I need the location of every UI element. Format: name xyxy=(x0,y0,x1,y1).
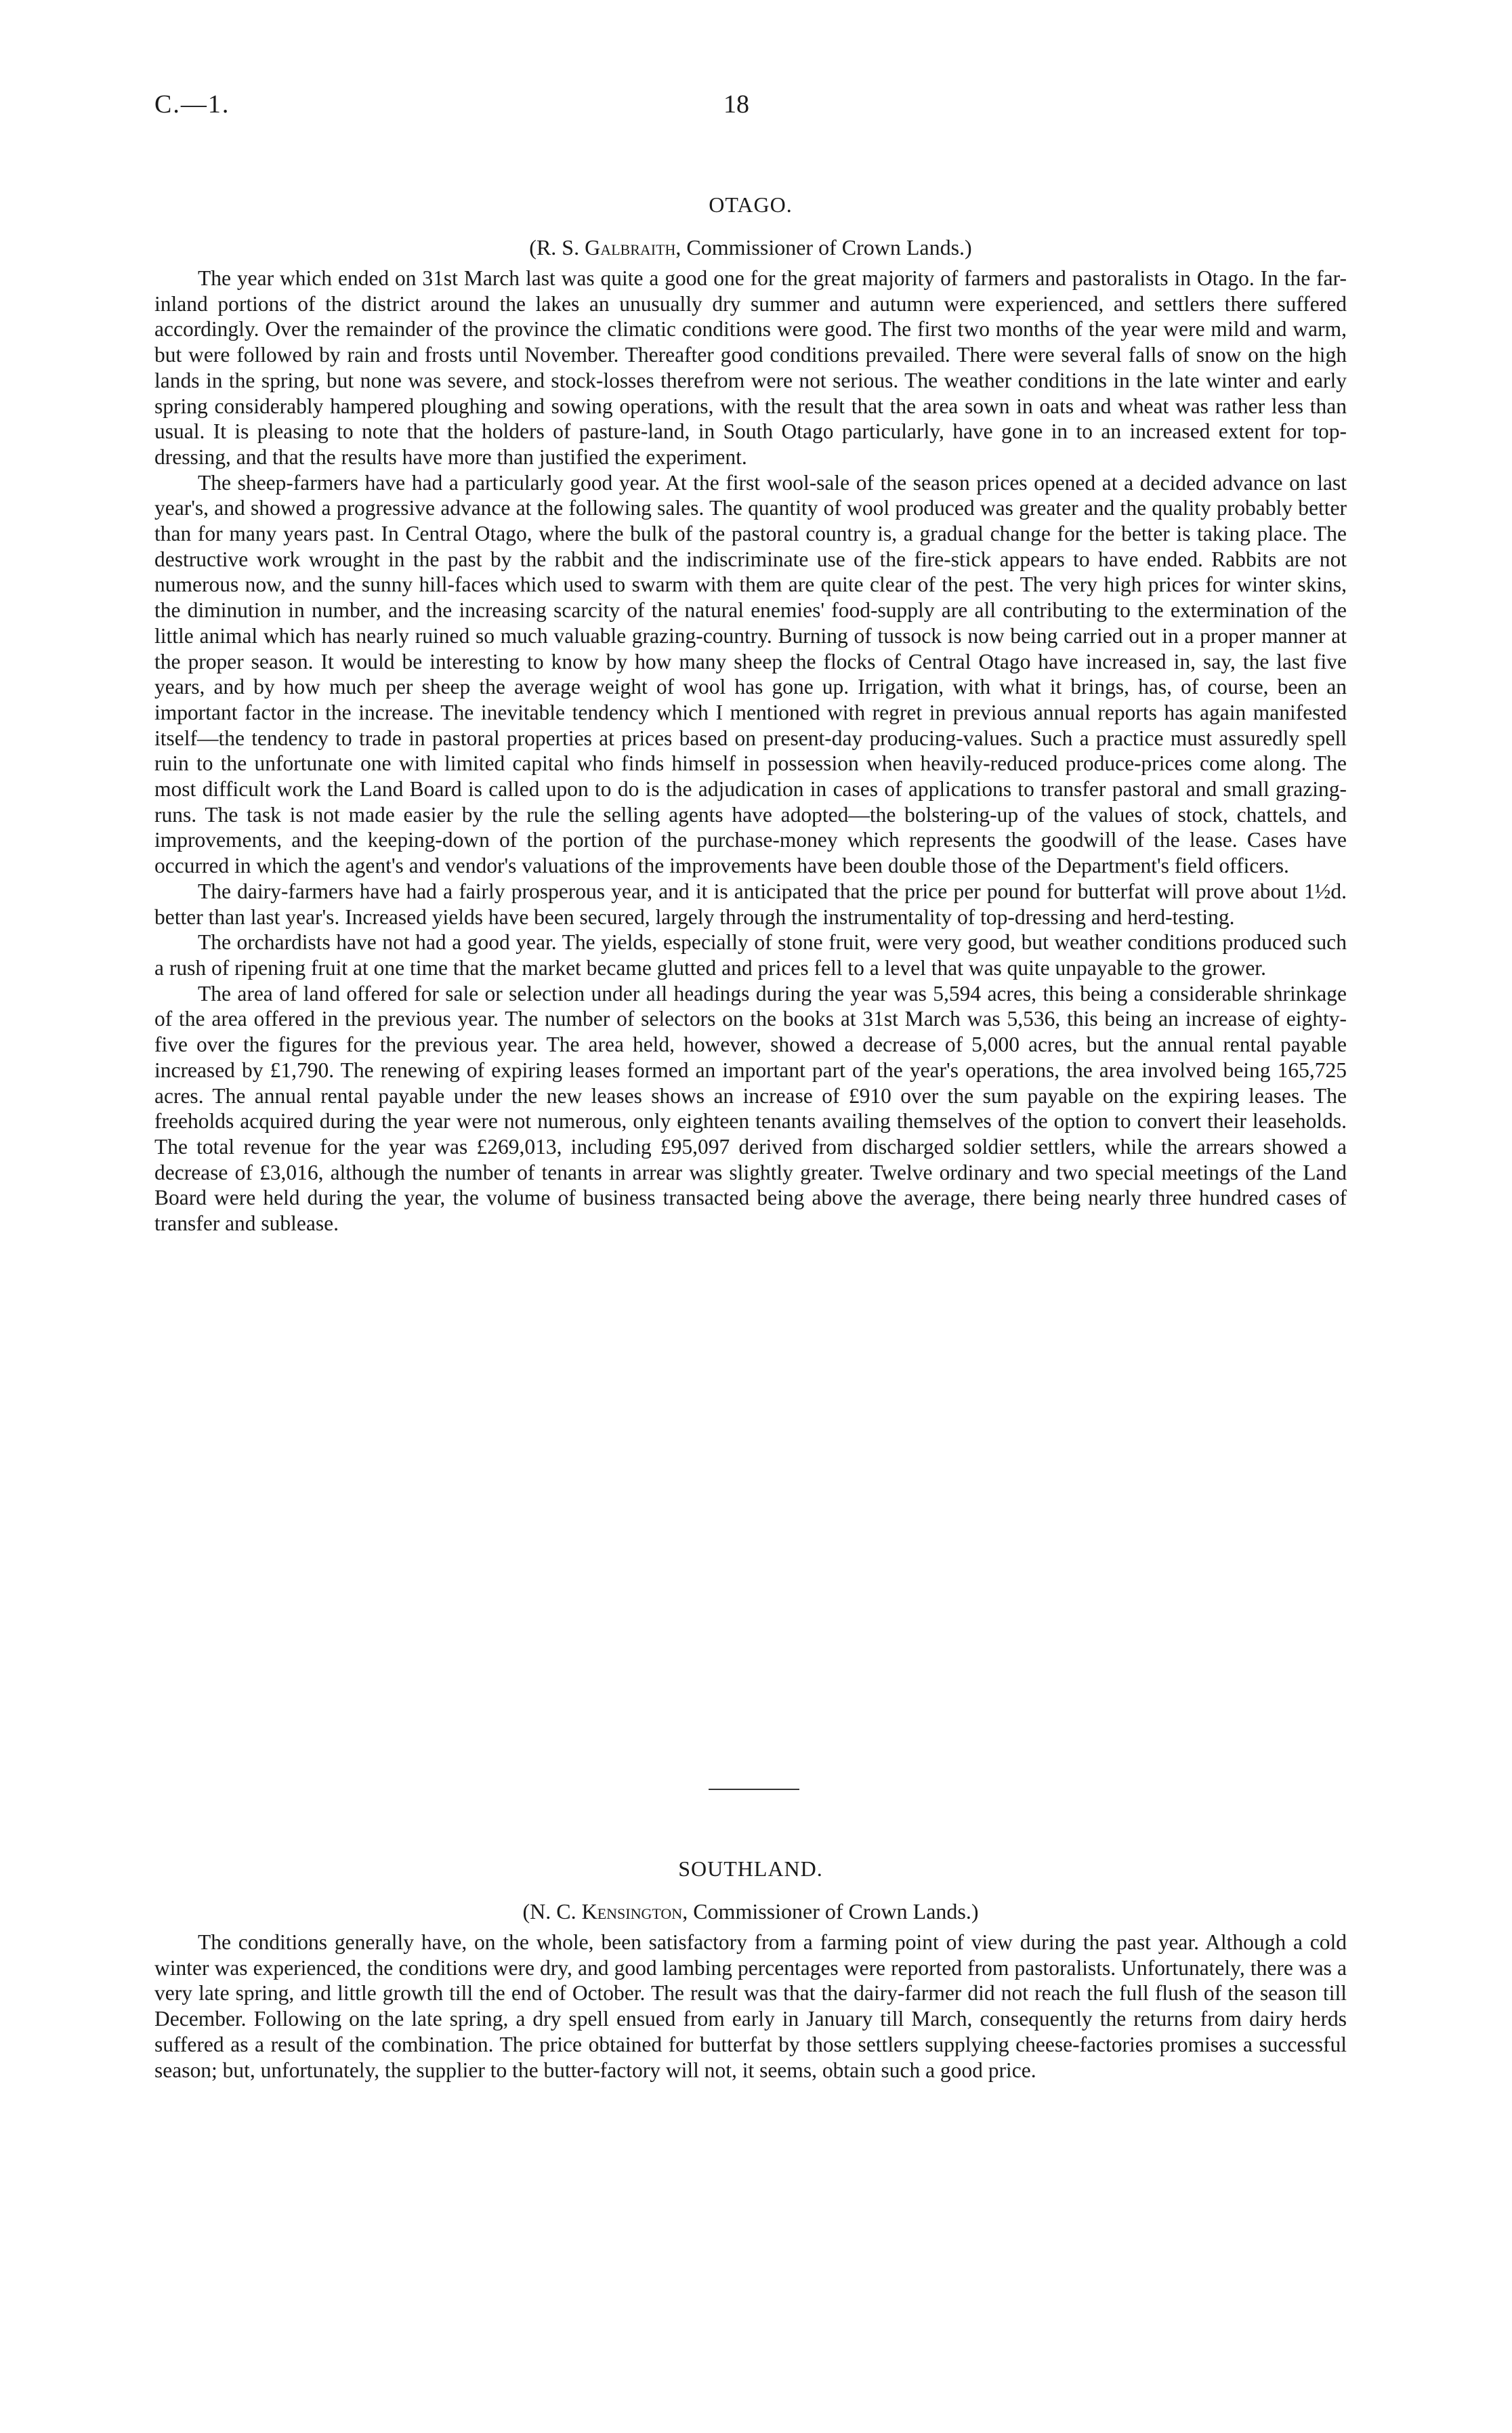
southland-section xyxy=(154,1856,1347,2083)
otago-paragraph-climate: The year which ended on 31st March last was quite a good one for the great majority of farmers and pastoralists in Otago. In the far-inland portions of the district around the lakes an unusually dry summer and autumn were experienced, and settlers there suffered accordingly. Over the remainder of the province the climatic conditions were good. The first two months of the year were mild and warm, but were followed by rain and frosts until November. Thereafter good conditions prevailed. There were several falls of snow on the high lands in the spring, but none was severe, and stock-losses therefrom were not serious. The weather conditions in the late winter and early spring considerably hampered ploughing and sowing operations, with the result that the area sown in oats and wheat was rather less than usual. It is pleasing to note that the holders of pasture-land, in South Otago particularly, have gone in to an increased extent for top-dressing, and that the results have more than justified the experiment. xyxy=(154,266,1347,469)
southland-commissioner-role: , Commissioner of Crown Lands.) xyxy=(682,1899,979,1923)
otago-commissioner xyxy=(154,235,1347,260)
southland-paragraph-conditions: The conditions generally have, on the whole, been satisfactory from a farming point of view during the past year. Although a cold winter was experienced, the conditions were dry, and good lambing percentages were reported from pastoralists. Unfortunately, there was a very late spring, and little growth till the end of October. The result was that the dairy-farmer did not reach the full flush of the season till December. Following on the late spring, a dry spell ensued from early in January till March, consequently the returns from dairy herds suffered as a result of the combination. The price obtained for butterfat by those settlers supplying cheese-factories promises a successful season; but, unfortunately, the supplier to the butter-factory will not, it seems, obtain such a good price. xyxy=(154,1930,1347,2082)
southland-title: SOUTHLAND. xyxy=(678,1856,823,1881)
otago-commissioner-name: Galbraith xyxy=(585,235,676,259)
page-header xyxy=(154,89,1358,130)
otago-section xyxy=(154,192,1347,1236)
otago-paragraph-orchard: The orchardists have not had a good year. The yields, especially of stone fruit, were very good, but weather conditions produced such a rush of ripening fruit at one time that the market became glutted and prices fell to a level that was quite unpayable to the grower. xyxy=(154,930,1347,980)
otago-commissioner-role: , Commissioner of Crown Lands.) xyxy=(675,235,972,259)
otago-title: OTAGO. xyxy=(709,192,793,217)
otago-paragraph-sheep: The sheep-farmers have had a particularly good year. At the first wool-sale of the season prices opened at a decided advance on last year's, and showed a progressive advance at the following sales. The quantity of wool produced was greater and the quality probably better than for many years past. In Central Otago, where the bulk of the pastoral country is, a gradual change for the better is taking place. The destructive work wrought in the past by the rabbit and the indiscriminate use of the fire-stick appears to have ended. Rabbits are not numerous now, and the sunny hill-faces which used to swarm with them are quite clear of the pest. The very high prices for winter skins, the diminution in number, and the increasing scarcity of the natural enemies' food-supply are all contributing to the extermination of the little animal which has nearly ruined so much valuable grazing-country. Burning of tussock is now being carried out in a proper manner at the proper season. It would be interesting to know by how many sheep the flocks of Central Otago have increased in, say, the last five years, and by how much per sheep the average weight of wool has gone up. Irrigation, with what it brings, has, of course, been an important factor in the increase. The inevitable tendency which I mentioned with regret in previous annual reports has again manifested itself—the tendency to trade in pastoral properties at prices based on present-day producing-values. Such a practice must assuredly spell ruin to the unfortunate one with limited capital who finds himself in possession when heavily-reduced produce-prices come along. The most difficult work the Land Board is called upon to do is the adjudication in cases of applications to transfer pastoral and small grazing-runs. The task is not made easier by the rule the selling agents have adopted—the bolstering-up of the values of stock, chattels, and improvements, and the keeping-down of the portion of the purchase-money which represents the goodwill of the lease. Cases have occurred in which the agent's and vendor's valuations of the improvements have been double those of the Department's field officers. xyxy=(154,470,1347,878)
otago-paragraph-dairy: The dairy-farmers have had a fairly prosperous year, and it is anticipated that the price per pound for butterfat will prove about 1½d. better than last year's. Increased yields have been secured, largely through the instrumentality of top-dressing and herd-testing. xyxy=(154,879,1347,929)
southland-commissioner xyxy=(154,1899,1347,1924)
southland-commissioner-name: Kensington xyxy=(581,1899,683,1923)
page-number: 18 xyxy=(723,90,749,119)
southland-commissioner-open: (N. C. xyxy=(522,1899,582,1923)
otago-commissioner-open: (R. S. xyxy=(529,235,585,259)
otago-paragraph-land: The area of land offered for sale or selection under all headings during the year was 5,594 acres, this being a considerable shrinkage of the area offered in the previous year. The number of selectors on the books at 31st March was 5,536, this being an increase of eighty-five over the figures for the previous year. The area held, however, showed a decrease of 5,000 acres, but the annual rental payable increased by £1,790. The renewing of expiring leases formed an important part of the year's operations, the area involved being 165,725 acres. The annual rental payable under the new leases shows an increase of £910 over the sum payable on the expiring leases. The freeholds acquired during the year were not numerous, only eighteen tenants availing themselves of the option to convert their leaseholds. The total revenue for the year was £269,013, including £95,097 derived from discharged soldier settlers, while the arrears showed a decrease of £3,016, although the number of tenants in arrear was slightly greater. Twelve ordinary and two special meetings of the Land Board were held during the year, the volume of business transacted being above the average, there being nearly three hundred cases of transfer and sublease. xyxy=(154,981,1347,1236)
document-reference: C.—1. xyxy=(154,90,230,119)
section-divider xyxy=(709,1789,799,1790)
